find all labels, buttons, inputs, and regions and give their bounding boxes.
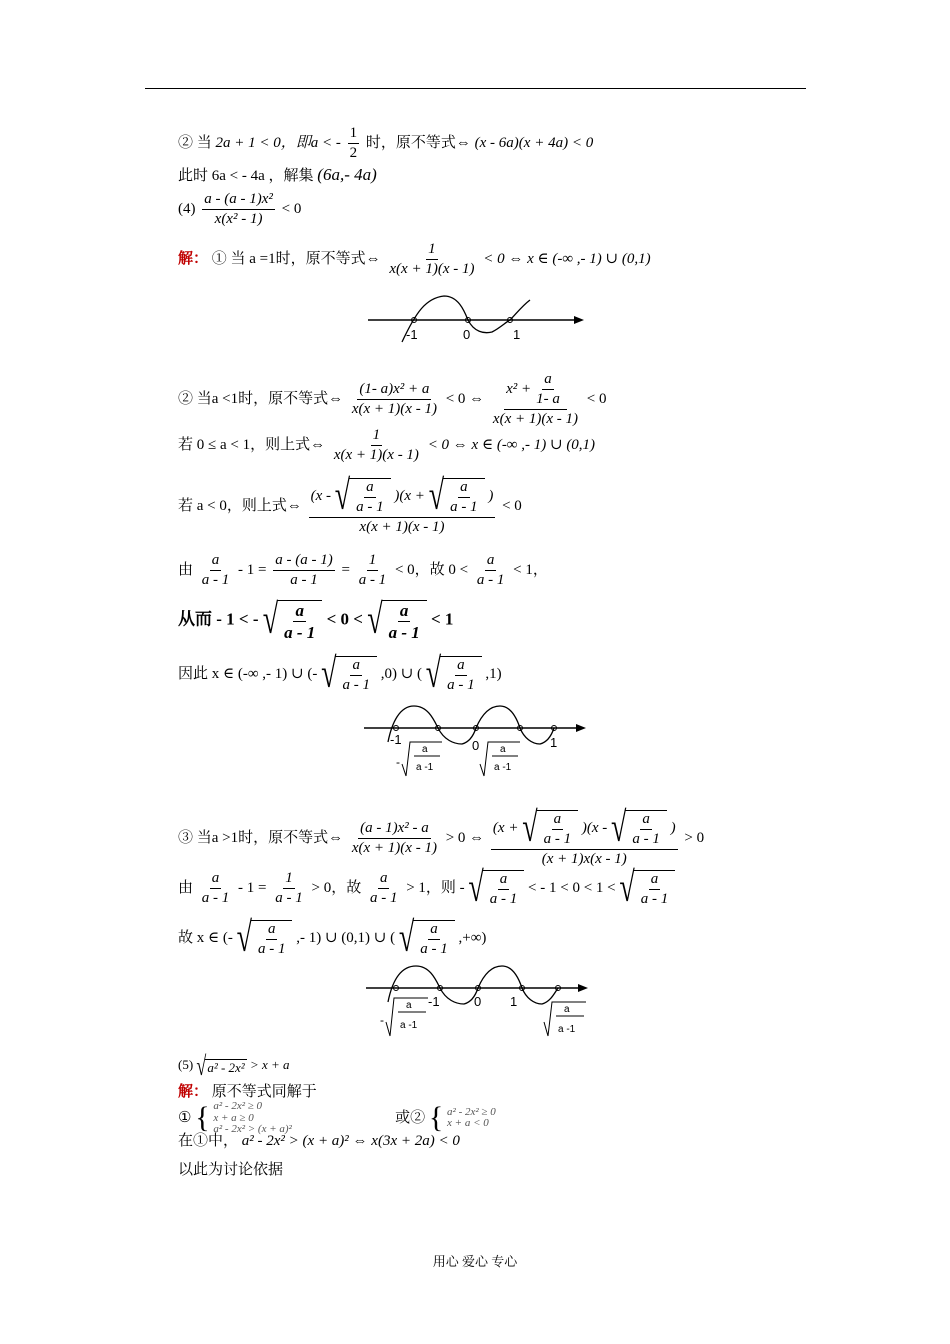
sign-diagram-2: [362, 702, 588, 780]
line-systems: [178, 1101, 496, 1136]
math: < 1，: [513, 561, 548, 578]
den: a - 1: [257, 941, 286, 957]
fraction: [491, 804, 678, 867]
sqrt: [425, 650, 482, 697]
tick-label: -1: [428, 994, 440, 1009]
fraction: [273, 553, 334, 588]
num: a: [350, 658, 362, 676]
tick-label: 1: [513, 327, 521, 342]
system-row: x + a < 0: [447, 1117, 489, 1130]
fraction: [340, 658, 372, 693]
den: a - 1: [420, 941, 448, 957]
line-case2-cond: [178, 126, 593, 161]
num: [504, 372, 567, 410]
text: ① 当 a =1时，原不等式⇔: [211, 250, 381, 267]
line-case2-lt1: [178, 372, 606, 427]
text: 若 a < 0，则上式⇔: [178, 497, 302, 514]
arrow-icon: [576, 724, 586, 732]
radical-icon: √: [522, 804, 538, 851]
fraction: [475, 553, 507, 588]
math: < 1: [430, 609, 454, 629]
den: (x + 1)x(x - 1): [541, 851, 627, 867]
num: a: [552, 812, 564, 830]
header-rule: [145, 88, 806, 89]
math: ,- 1) ∪ (0,1) ∪ (: [296, 929, 396, 946]
num: a: [428, 922, 440, 940]
math: > 0 ⇔: [445, 829, 485, 846]
text: 由: [178, 561, 194, 578]
math: (6a,- 4a): [317, 165, 377, 184]
solution-label: 解：: [178, 1084, 209, 1100]
sqrt: [522, 804, 578, 851]
math: < 0: [586, 390, 607, 407]
line-case-0-le-a: [178, 428, 595, 463]
num: a: [364, 480, 376, 498]
radical-icon: √: [367, 596, 383, 643]
arrow-icon: [578, 984, 588, 992]
num: (a - 1)x² - a: [358, 821, 431, 839]
radical-icon: √: [321, 650, 337, 697]
tick-label: a: [564, 1004, 570, 1015]
tick-label: a: [406, 1000, 412, 1011]
den: a - 1: [342, 677, 370, 693]
brace-icon: {: [195, 1101, 210, 1135]
den: a - 1: [358, 572, 387, 588]
tick-label: a -1: [558, 1024, 576, 1035]
text: 时，原不等式⇔: [365, 134, 471, 151]
fraction: [630, 812, 662, 847]
den: a - 1: [450, 499, 478, 515]
math: > 0，故: [311, 879, 362, 896]
den: a - 1: [201, 890, 230, 906]
fraction: [350, 382, 439, 417]
num: [309, 472, 496, 519]
math: < 0 <: [326, 609, 363, 629]
math: > x + a: [249, 1056, 290, 1072]
num: [491, 804, 678, 851]
problem-5: [178, 1051, 290, 1081]
sqrt: [334, 472, 391, 519]
fraction: [368, 871, 400, 906]
fraction: [448, 480, 480, 515]
den: x(x + 1)(x - 1): [351, 401, 437, 417]
tick-label: -1: [406, 327, 418, 342]
num: a - (a - 1)x²: [202, 192, 275, 210]
fraction: [491, 372, 580, 427]
fraction: [200, 553, 232, 588]
line-case1: [178, 242, 651, 277]
math: ,1): [485, 665, 502, 682]
den: a - 1: [447, 677, 475, 693]
line-in-case1: [178, 1134, 460, 1149]
fraction: [354, 480, 386, 515]
tick-label: a -1: [416, 762, 434, 773]
solution-label: 解：: [178, 250, 209, 267]
system-row: a² - 2x² ≥ 0: [213, 1100, 263, 1112]
text: 故 x ∈ (-: [178, 929, 233, 946]
text: 或②: [395, 1109, 426, 1126]
fraction: [418, 922, 450, 957]
text: 原不等式同解于: [211, 1084, 317, 1100]
num: a: [640, 812, 652, 830]
problem-4: [178, 192, 301, 227]
tick-label: 0: [472, 738, 480, 753]
radical-icon: √: [610, 804, 627, 851]
radical-icon: √: [334, 472, 351, 519]
fraction: [387, 602, 422, 641]
tick-label: a: [422, 744, 428, 755]
text: ② 当a <1时，原不等式⇔: [178, 390, 344, 407]
fraction: [542, 812, 574, 847]
line-derivation-2: [178, 864, 675, 911]
den: 1- a: [536, 391, 560, 407]
den: a - 1: [632, 831, 660, 847]
text: 从而 - 1 < -: [178, 609, 259, 629]
den: a - 1: [201, 572, 230, 588]
system-row: x + a ≥ 0: [213, 1111, 254, 1124]
sqrt: [236, 914, 293, 961]
sqrt: [428, 472, 485, 519]
den: a - 1: [489, 891, 518, 907]
tick-label: a -1: [494, 762, 512, 773]
den: a - 1: [476, 572, 505, 588]
math: ,+∞): [458, 929, 487, 946]
num: a: [210, 553, 222, 571]
num: 1: [348, 126, 360, 144]
text: 由: [178, 879, 194, 896]
math: > 0: [684, 829, 705, 846]
den: a - 1: [369, 890, 398, 906]
math: < 0 ⇔: [445, 390, 485, 407]
tick-label: a -1: [400, 1020, 418, 1031]
sqrt: [262, 596, 323, 643]
num: a: [378, 871, 390, 889]
math: - 1 =: [238, 561, 267, 578]
text: 此时 6a < - 4a ，解集: [178, 168, 314, 184]
num-part: )(x -: [581, 819, 608, 836]
tick-label: -: [396, 755, 400, 769]
num: a: [266, 922, 278, 940]
den: a - 1: [356, 499, 384, 515]
page-footer: 用心 爱心 专心: [432, 1254, 518, 1269]
den: a - 1: [275, 890, 303, 906]
num: a: [455, 658, 467, 676]
system-row: a² - 2x² > (x + a)²: [213, 1123, 292, 1136]
tick-label: a: [500, 744, 506, 755]
math: < 0 ⇔ x ∈ (-∞ ,- 1) ∪ (0,1): [427, 436, 596, 453]
fraction: [256, 922, 288, 957]
den: a - 1: [640, 891, 669, 907]
sqrt: [468, 864, 524, 911]
num-part: (x -: [310, 487, 332, 504]
fraction: [202, 192, 275, 227]
den: a - 1: [284, 623, 316, 642]
fraction: [357, 553, 389, 588]
num: 1: [367, 553, 379, 571]
num-part: x² +: [506, 380, 532, 397]
math: 2a + 1 < 0，即a < -: [215, 134, 341, 151]
fraction: [639, 872, 671, 907]
radical-icon: √: [468, 864, 484, 911]
sqrt: [367, 596, 427, 643]
math: (x - 6a)(x + 4a) < 0: [474, 134, 594, 151]
brace-icon: {: [428, 1101, 444, 1135]
fraction: [200, 871, 232, 906]
math: ,0) ∪ (: [380, 665, 423, 682]
num-part: ): [670, 819, 676, 836]
sign-curve: [388, 706, 554, 744]
den: x(x + 1)(x - 1): [389, 261, 475, 277]
fraction: [332, 428, 421, 463]
den: x(x² - 1): [214, 211, 263, 227]
num-part: (x +: [492, 819, 519, 836]
num: a - (a - 1): [273, 553, 334, 571]
sqrt: [196, 1051, 246, 1081]
tick-label: 0: [474, 994, 482, 1009]
fraction: [348, 126, 360, 161]
num: 1: [283, 871, 295, 889]
text: 在①中，: [178, 1133, 239, 1149]
math: < 0: [281, 200, 302, 217]
den: a - 1: [290, 572, 318, 588]
sqrt: [321, 650, 377, 697]
math: > 1，则 -: [406, 879, 465, 896]
line-therefore: [178, 650, 502, 697]
inner-fraction: [534, 372, 562, 407]
fraction: [488, 872, 520, 907]
system-1: [213, 1101, 391, 1136]
sign-diagram-1: [366, 292, 586, 344]
num: a: [485, 553, 497, 571]
radical-icon: √: [428, 472, 445, 519]
line-equivalent: [178, 1085, 317, 1100]
fraction: [387, 242, 476, 277]
num-part: ): [488, 487, 494, 504]
radical-icon: √: [196, 1051, 207, 1081]
den: x(x + 1)(x - 1): [492, 411, 578, 427]
text: 若 0 ≤ a < 1，则上式⇔: [178, 436, 326, 453]
line-derivation: [178, 553, 548, 588]
den: a - 1: [388, 623, 420, 642]
num: 1: [371, 428, 383, 446]
math: < - 1 < 0 < 1 <: [528, 879, 616, 896]
math: < 0 ⇔ x ∈ (-∞ ,- 1) ∪ (0,1): [483, 250, 651, 267]
math: a² - 2x² > (x + a)² ⇔ x(3x + 2a) < 0: [241, 1133, 460, 1149]
fraction: [282, 602, 317, 641]
num: a: [210, 871, 222, 889]
tick-label: 1: [510, 994, 518, 1009]
den: x(x + 1)(x - 1): [333, 447, 419, 463]
num: a: [295, 601, 304, 620]
radical-icon: √: [425, 650, 442, 697]
num-part: )(x +: [394, 487, 425, 504]
num: 1: [426, 242, 438, 260]
text: ③ 当a >1时，原不等式⇔: [178, 829, 344, 846]
line-case-a-lt-0: [178, 472, 522, 535]
text: 因此 x ∈ (-∞ ,- 1) ∪ (-: [178, 665, 318, 682]
math: < 0，故 0 <: [394, 561, 469, 578]
tick-label: 1: [550, 735, 558, 750]
line-basis: [178, 1163, 283, 1178]
num: a: [649, 872, 661, 890]
sqrt: [398, 914, 455, 961]
num: a: [458, 480, 470, 498]
num: a: [399, 601, 409, 620]
line-hence: [178, 596, 454, 643]
problem-number: (5): [178, 1056, 194, 1072]
den: 2: [349, 145, 358, 161]
den: x(x + 1)(x - 1): [351, 840, 437, 856]
fraction: [350, 821, 439, 856]
text: ② 当: [178, 134, 212, 151]
math: =: [341, 561, 350, 578]
sqrt: [610, 804, 667, 851]
line-therefore-2: [178, 914, 487, 961]
line-solution-set: [178, 166, 377, 184]
radicand: a² - 2x²: [207, 1059, 245, 1075]
fraction: [309, 472, 496, 535]
case-marker: ①: [178, 1109, 192, 1126]
den: a - 1: [543, 831, 572, 847]
math: < 0: [502, 497, 522, 514]
num: (1- a)x² + a: [357, 382, 431, 400]
num: a: [542, 372, 554, 390]
system-2: [447, 1107, 496, 1130]
fraction: [273, 871, 305, 906]
text: 以此为讨论依据: [178, 1162, 284, 1178]
radical-icon: √: [236, 914, 252, 961]
radical-icon: √: [262, 596, 279, 643]
tick-label: 0: [463, 327, 471, 342]
problem-number: (4): [178, 200, 196, 217]
num: a: [498, 872, 510, 890]
tick-label: -: [380, 1013, 384, 1027]
radical-icon: √: [398, 914, 415, 961]
tick-label: -1: [390, 732, 402, 747]
sign-diagram-3: [364, 962, 590, 1042]
system-row: a² - 2x² ≥ 0: [447, 1105, 496, 1118]
den: x(x + 1)(x - 1): [359, 519, 445, 535]
fraction: [445, 658, 477, 693]
sqrt: [619, 864, 675, 911]
arrow-icon: [574, 316, 584, 324]
math: - 1 =: [238, 879, 267, 896]
line-case3: [178, 804, 705, 867]
radical-icon: √: [619, 864, 635, 911]
